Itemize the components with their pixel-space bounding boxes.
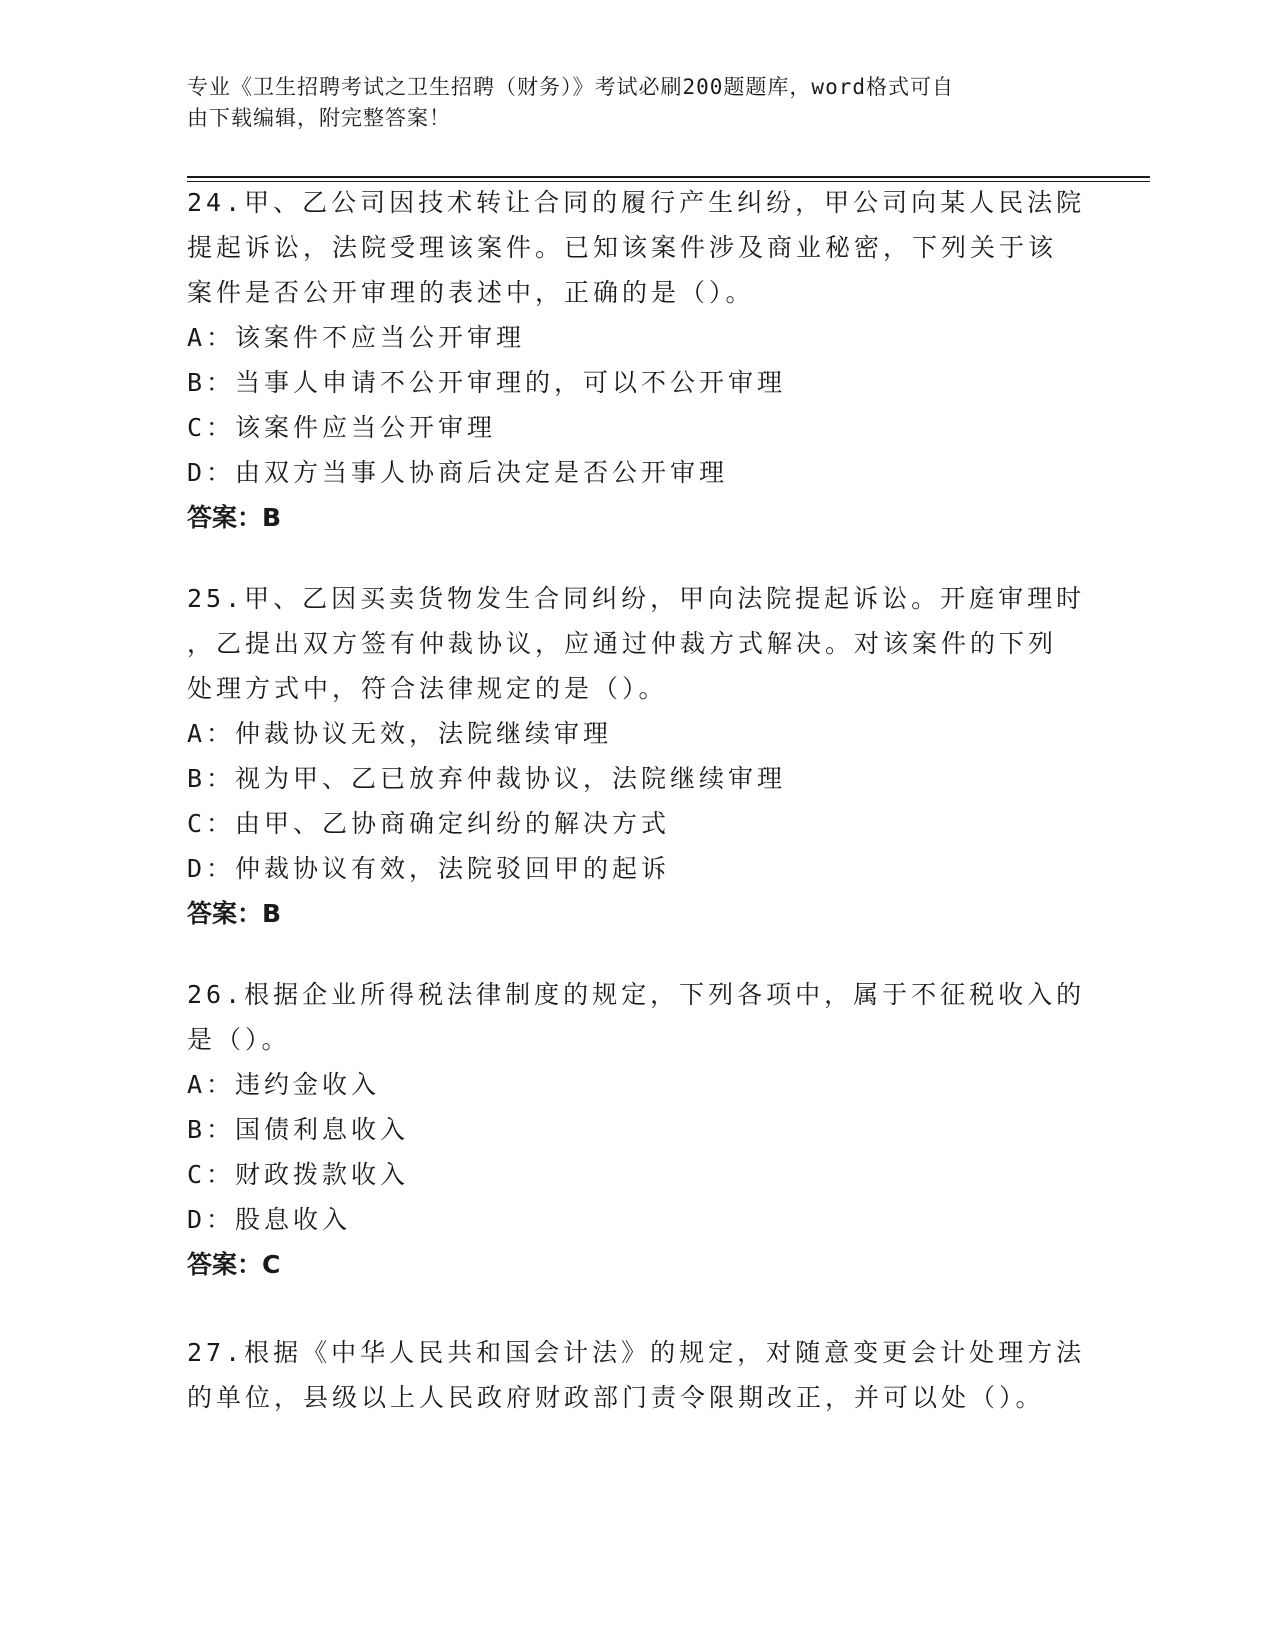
question-stem-line: 27.根据《中华人民共和国会计法》的规定，对随意变更会计处理方法 <box>187 1338 1086 1367</box>
document-header <box>187 72 1087 134</box>
question-25 <box>187 576 1087 936</box>
question-stem-line: 提起诉讼，法院受理该案件。已知该案件涉及商业秘密，下列关于该 <box>187 233 1058 262</box>
question-26 <box>187 972 1087 1287</box>
question-27 <box>187 1330 1087 1420</box>
question-stem-line: ，乙提出双方签有仲裁协议，应通过仲裁方式解决。对该案件的下列 <box>187 629 1058 658</box>
question-stem-line: 案件是否公开审理的表述中，正确的是（）。 <box>187 278 755 307</box>
question-stem-line: 25.甲、乙因买卖货物发生合同纠纷，甲向法院提起诉讼。开庭审理时 <box>187 584 1086 613</box>
question-stem-line: 26.根据企业所得税法律制度的规定，下列各项中，属于不征税收入的 <box>187 980 1086 1009</box>
question-stem-line: 的单位，县级以上人民政府财政部门责令限期改正，并可以处（）。 <box>187 1383 1045 1412</box>
option-b: B：视为甲、乙已放弃仲裁协议，法院继续审理 <box>187 764 787 793</box>
header-line-1: 专业《卫生招聘考试之卫生招聘（财务）》考试必刷200题题库，word格式可自 <box>187 75 954 99</box>
header-divider-thick <box>187 176 1150 178</box>
option-c: C：该案件应当公开审理 <box>187 413 497 442</box>
question-stem-line: 24.甲、乙公司因技术转让合同的履行产生纠纷，甲公司向某人民法院 <box>187 188 1086 217</box>
option-a: A：违约金收入 <box>187 1070 381 1099</box>
option-d: D：由双方当事人协商后决定是否公开审理 <box>187 458 729 487</box>
answer-line: 答案：B <box>187 503 282 532</box>
question-24 <box>187 180 1087 540</box>
option-a: A：仲裁协议无效，法院继续审理 <box>187 719 613 748</box>
option-d: D：股息收入 <box>187 1205 352 1234</box>
option-a: A：该案件不应当公开审理 <box>187 323 526 352</box>
question-stem-line: 处理方式中，符合法律规定的是（）。 <box>187 674 668 703</box>
option-b: B：当事人申请不公开审理的，可以不公开审理 <box>187 368 787 397</box>
question-stem-line: 是（）。 <box>187 1025 291 1054</box>
option-d: D：仲裁协议有效，法院驳回甲的起诉 <box>187 854 671 883</box>
header-line-2: 由下载编辑，附完整答案！ <box>187 106 451 130</box>
answer-line: 答案：B <box>187 899 282 928</box>
option-c: C：由甲、乙协商确定纠纷的解决方式 <box>187 809 671 838</box>
option-c: C：财政拨款收入 <box>187 1160 410 1189</box>
answer-line: 答案：C <box>187 1250 281 1279</box>
option-b: B：国债利息收入 <box>187 1115 410 1144</box>
